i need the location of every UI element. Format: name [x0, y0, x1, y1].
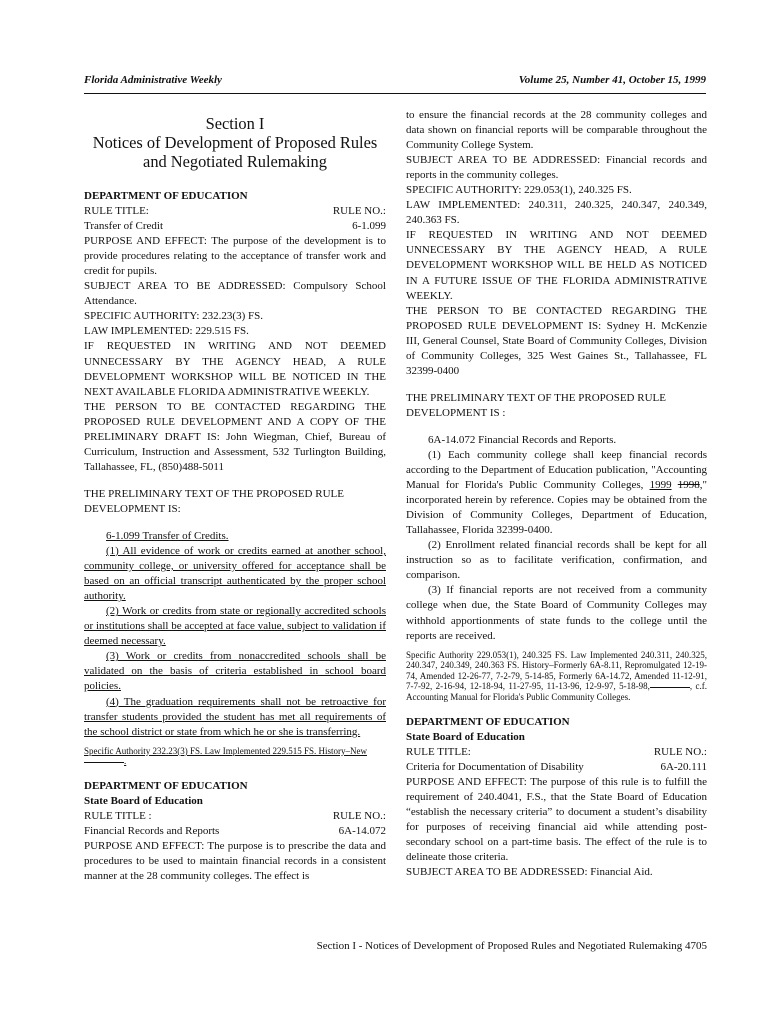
notice2-workshop: IF REQUESTED IN WRITING AND NOT DEEMED UNNECESSARY BY THE AGENCY HEAD, A RULE DEVELOPMENT WORKSHOP WILL BE HELD AS NOTICED IN A FUTURE ISSUE OF THE FLORIDA ADMINISTRATIVE WEEKLY. — [406, 229, 707, 302]
notice2-authority: SPECIFIC AUTHORITY: 229.053(1), 240.325 FS. — [406, 184, 632, 197]
notice1-para1: (1) All evidence of work or credits earned at another school, community college, or university offered for acceptance shall be based on an official transcript authenticated by the proper school authority. — [84, 545, 386, 603]
rule-no-label: RULE NO.: — [332, 205, 386, 218]
notice2-subject: SUBJECT AREA TO BE ADDRESSED: Financial records and reports in the community colleges. — [406, 154, 707, 182]
rule-title-label: RULE TITLE: — [84, 205, 149, 218]
notice2-purpose-a: PURPOSE AND EFFECT: The purpose is to prescribe the data and procedures to be used to maintain financial records in a consistent manner at the 28 community colleges. The effect is — [84, 840, 386, 883]
right-column — [406, 108, 707, 880]
notice1-purpose: PURPOSE AND EFFECT: The purpose of the development is to provide procedures relating to the acceptance of transfer work and credit for pupils. — [84, 235, 386, 278]
notice2-dept: DEPARTMENT OF EDUCATION — [84, 779, 248, 792]
notice2-para1: (1) Each community college shall keep financial records according to the Department of Education publication, "Accounting Manual for Florida's Public Community Colleges, 1999 1998," incorporated herein by reference. Copies may be obtained from the Division of Community Colleges, Department of Education, Tallahassee, Florida 32399-0400. — [406, 448, 708, 537]
notice2-history: Specific Authority 229.053(1), 240.325 FS. Law Implemented 240.311, 240.325, 240.347, 240.349, 240.363 FS. History–Formerly 6A-8.11, Repromulgated 12-19-74, Amended 12-26-77, 7-2-79, 5-14-85, Formerly 6A-14.72, Amended 11-12-91, 7-7-92, 2-16-94, 12-18-94, 11-27-95, 11-13-96, 12-9-97, 5-18-98, , c.f. Accounting Manual for Florida's Public Community Colleges. — [406, 649, 707, 702]
volume-issue: Volume 25, Number 41, October 15, 1999 — [518, 74, 706, 86]
rule-title: Criteria for Documentation of Disability — [406, 760, 584, 773]
notice2-rule-values — [84, 824, 386, 839]
rule-no: 6A-14.072 — [338, 824, 386, 837]
notice2-rule-labels — [84, 809, 386, 824]
publication-title: Florida Administrative Weekly — [84, 74, 222, 86]
section-title-line3: and Negotiated Rulemaking — [143, 152, 327, 171]
notice3-rule-values — [406, 760, 707, 775]
notice2-para2: (2) Enrollment related financial records shall be kept for all instruction so as to facilitate verification, confirmation, and comparison. — [406, 539, 707, 582]
notice1-workshop: IF REQUESTED IN WRITING AND NOT DEEMED UNNECESSARY BY THE AGENCY HEAD, A RULE DEVELOPMENT WORKSHOP WILL BE NOTICED IN THE NEXT AVAILABLE FLORIDA ADMINISTRATIVE WEEKLY. — [84, 340, 386, 398]
notice3-board: State Board of Education — [406, 730, 525, 743]
section-title-line1: Section I — [205, 114, 265, 133]
rule-no: 6A-20.111 — [660, 760, 707, 773]
notice2-purpose-b: to ensure the financial records at the 28 community colleges and data shown on financial reports will be comparable throughout the Community College System. — [406, 109, 707, 152]
notice1-para4: (4) The graduation requirements shall not be retroactive for transfer students provided the student has met all requirements of the school district or state from which he or she is transferring. — [84, 695, 386, 738]
notice1-dept: DEPARTMENT OF EDUCATION — [84, 190, 248, 202]
rule-title: Financial Records and Reports — [84, 824, 220, 837]
page-footer: Section I - Notices of Development of Proposed Rules and Negotiated Rulemaking 4705 — [316, 940, 707, 952]
notice1-rule-labels — [84, 204, 386, 219]
rule-no: 6-1.099 — [352, 220, 386, 233]
notice1-para3: (3) Work or credits from nonaccredited schools shall be validated on the basis of criteria established in school board policies. — [84, 650, 386, 693]
notice3-dept: DEPARTMENT OF EDUCATION — [406, 715, 570, 728]
header-rule — [84, 93, 706, 94]
notice3-purpose: PURPOSE AND EFFECT: The purpose of this rule is to fulfill the requirement of 240.4041, F.S., that the State Board of Education “establish the necessary criteria” to document a student’s disability for purposes of receiving financial aid while attending post-secondary school on a part-time basis. The effect of the rule is to delineate those criteria. — [406, 775, 707, 863]
notice1-para2: (2) Work or credits from state or regionally accredited schools or institutions shall be accepted at face value, subject to validation if deemed necessary. — [84, 605, 386, 648]
left-column — [84, 108, 386, 884]
notice1-contact: THE PERSON TO BE CONTACTED REGARDING THE PROPOSED RULE DEVELOPMENT AND A COPY OF THE PRELIMINARY DRAFT IS: John Wiegman, Chief, Bureau of Curriculum, Instruction and Assessment, 532 Turlington Building, Tallahassee, FL, (850)488-5011 — [84, 400, 386, 473]
rule-title-label: RULE TITLE: — [406, 745, 471, 758]
notice1-rule-values — [84, 219, 386, 234]
notice1-text-title: 6-1.099 Transfer of Credits. — [106, 529, 229, 542]
section-title — [84, 114, 386, 171]
notice2-text-title: 6A-14.072 Financial Records and Reports. — [428, 433, 617, 446]
notice2-prelim: THE PRELIMINARY TEXT OF THE PROPOSED RULE DEVELOPMENT IS : — [406, 391, 666, 419]
notice1-subject: SUBJECT AREA TO BE ADDRESSED: Compulsory School Attendance. — [84, 280, 386, 308]
rule-title: Transfer of Credit — [84, 220, 164, 233]
rule-no-label: RULE NO.: — [332, 809, 386, 822]
running-header — [84, 74, 706, 86]
notice1-prelim: THE PRELIMINARY TEXT OF THE PROPOSED RULE DEVELOPMENT IS: — [84, 487, 344, 515]
notice2-contact: THE PERSON TO BE CONTACTED REGARDING THE PROPOSED RULE DEVELOPMENT IS: Sydney H. McKenzie III, General Counsel, State Board of Community Colleges, Division of Community Colleges, 325 West Gaines St., Tallahassee, FL 32399-0400 — [406, 304, 707, 377]
section-title-line2: Notices of Development of Proposed Rules — [92, 133, 378, 152]
notice1-law: LAW IMPLEMENTED: 229.515 FS. — [84, 325, 249, 338]
notice1-authority: SPECIFIC AUTHORITY: 232.23(3) FS. — [84, 310, 263, 323]
notice2-board: State Board of Education — [84, 794, 203, 807]
notice3-subject: SUBJECT AREA TO BE ADDRESSED: Financial Aid. — [406, 866, 653, 879]
notice2-para3: (3) If financial reports are not received from a community college when due, the State Board of Community Colleges may withhold apportionments of state funds to the college until the reports are received. — [406, 584, 707, 642]
notice1-history: Specific Authority 232.23(3) FS. Law Implemented 229.515 FS. History–New . — [84, 745, 367, 767]
notice3-rule-labels — [406, 745, 707, 760]
rule-no-label: RULE NO.: — [653, 745, 707, 758]
rule-title-label: RULE TITLE : — [84, 809, 152, 822]
notice2-law: LAW IMPLEMENTED: 240.311, 240.325, 240.347, 240.349, 240.363 FS. — [406, 199, 707, 227]
